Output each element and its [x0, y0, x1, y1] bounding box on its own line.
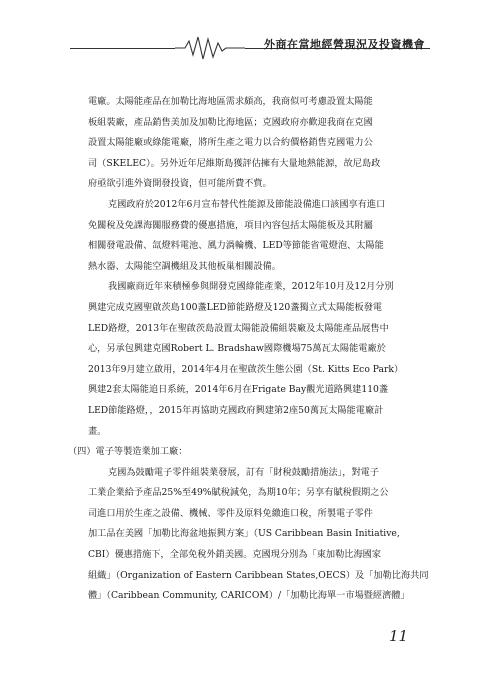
text-line: 電廠。太陽能產品在加勒比海地區需求頗高，我商似可考慮設置太陽能 — [88, 96, 373, 107]
text-line: 心，另承包興建克國Robert L. Bradshaw國際機場75萬瓦太陽能電廠於 — [88, 343, 386, 355]
text-line: 克國政府於2012年6月宣布替代性能源及節能設備進口該國享有進口 — [108, 198, 386, 210]
text-line: 工業企業給予產品25%至49%賦稅減免，為期10年；另享有賦稅假期之公 — [88, 487, 389, 499]
text-line: 2013年9月建立啟用，2014年4月在聖啟茨生態公園（St. Kitts Eco Park） — [88, 363, 404, 375]
text-line: 畫。 — [88, 425, 107, 437]
heartbeat-line-icon — [175, 33, 245, 63]
text-line: 興建完成克國聖啟茨島100盞LED節能路燈及120盞獨立式太陽能板發電 — [88, 301, 383, 313]
text-line: 司（SKELEC）。另外近年尼維斯島獲評估擁有大量地熱能源，故尼島政 — [88, 157, 381, 169]
text-line: 相關發電設備、氙燈料電池、風力渦輪機、LED等節能省電燈泡、太陽能 — [88, 240, 384, 252]
page-number: 11 — [389, 627, 409, 645]
paragraph-solar-products — [88, 92, 418, 195]
text-line: 板組裝廠，產品銷售美加及加勒比海地區；克國政府亦歡迎我商在克國 — [88, 116, 373, 128]
paragraph-tax-incentives — [88, 195, 418, 277]
text-line: 府亟欲引進外資開發投資，但可能所費不貲。 — [88, 178, 272, 190]
text-line: 設置太陽能廠或綠能電廠，將所生產之電力以合約價格銷售克國電力公 — [88, 137, 373, 149]
paragraph-green-energy-projects — [88, 277, 418, 442]
text-line: 克國為鼓勵電子零件組裝業發展，訂有「財稅鼓勵措施法」，對電子 — [108, 466, 380, 478]
section-heading: （四）電子等製造業加工廠： — [68, 446, 188, 458]
text-line: CBI）優惠措施下，全部免稅外銷美國。克國現分別為「東加勒比海國家 — [88, 549, 382, 561]
text-line: LED路燈，2013年在聖啟茨島設置太陽能設備組裝廠及太陽能產品展售中 — [88, 322, 389, 334]
paragraph-electronics-manufacturing — [88, 463, 429, 607]
text-line: 我國廠商近年來積極參與開發克國綠能產業，2012年10月及12月分別 — [108, 281, 394, 293]
text-line: 司進口用於生產之設備、機械、零件及原料免繳進口稅，所製電子零件 — [88, 507, 373, 519]
text-line: 熱水器、太陽能空調機組及其他板巢相關設備。 — [88, 260, 281, 272]
text-line: 免關稅及免課海關服務費的優惠措施，項目內容包括太陽能板及其附屬 — [88, 219, 373, 231]
document-body — [68, 92, 429, 607]
text-line: 組織」（Organization of Eastern Caribbean States,OECS）及「加勒比海共同 — [88, 569, 429, 581]
page-header — [0, 0, 480, 80]
text-line: LED節能路燈，，2015年再協助克國政府興建第2座50萬瓦太陽能電廠計 — [88, 404, 384, 416]
text-line: 興建2套太陽能追日系統，2014年6月在Frigate Bay觀光道路興建110盞 — [88, 384, 389, 396]
header-title: 外商在當地經營現況及投資機會 — [264, 38, 425, 51]
text-line: 體」（Caribbean Community, CARICOM）/「加勒比海單一市場暨經濟體」 — [88, 590, 410, 602]
text-line: 加工品在美國「加勒比海盆地振興方案」（US Caribbean Basin Initiative, — [88, 528, 400, 540]
